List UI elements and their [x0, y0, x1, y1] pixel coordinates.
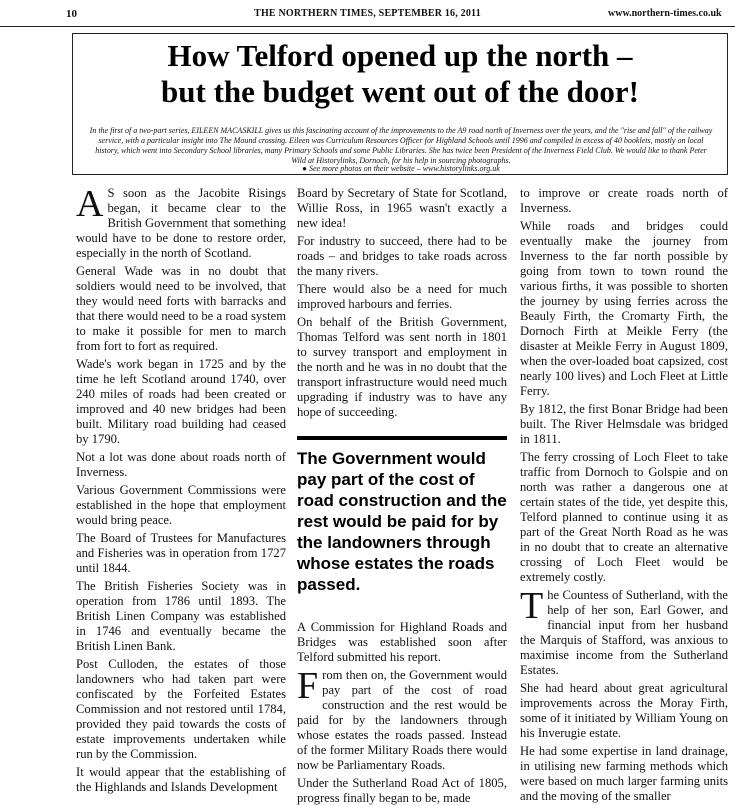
paragraph [520, 585, 728, 678]
pull-quote-box [297, 432, 507, 612]
drop-cap: T [520, 585, 544, 627]
paragraph: He had some expertise in land drainage, in utilising new farming methods which were based on much larger farming units and the moving of the smaller [520, 744, 728, 803]
column-2 [297, 186, 507, 805]
paragraph: She had heard about great agricultural improvements across the Moray Firth, some of it initiated by William Young on his Inverugie estate. [520, 681, 728, 740]
pull-quote: The Government would pay part of the cost of road construction and the rest would be paid for by the landowners through whose estates the roads passed. [297, 449, 507, 594]
drop-cap: A [76, 183, 104, 225]
paragraph: By 1812, the first Bonar Bridge had been built. The River Helmsdale was bridged in 1811. [520, 402, 728, 446]
standfirst: In the first of a two-part series, EILEEN MACASKILL gives us this fascinating account of the improvements to the A9 road north of Inverness over the years, and the "rise and fall" of the railway service, with a particular insight into The Mound crossing. Eileen was Curriculum Resources Officer for Highland Schools until 1996 and compiled in excess of 40 booklets, mostly on local history, which went into Secondary School libraries, many Primary Schools and some Public Libraries. She has twice been President of the Inverness Field Club. We would like to thank Peter Wild at Historylinks, Dornoch, for his help in sourcing photographs. [89, 126, 713, 165]
column-1 [76, 183, 286, 794]
paragraph: Not a lot was done about roads north of Inverness. [76, 450, 286, 479]
paragraph: Post Culloden, the estates of those landowners who had taken part were confiscated by the Forfeited Estates Commission and not restored until 1784, provided they paid towards the costs of estate improvements undertaken while run by the Commission. [76, 657, 286, 761]
paragraph: Board by Secretary of State for Scotland, Willie Ross, in 1965 wasn't exactly a new idea! [297, 186, 507, 230]
paragraph: A Commission for Highland Roads and Bridges was established soon after Telford submitted his report. [297, 620, 507, 664]
paragraph: It would appear that the establishing of the Highlands and Islands Development [76, 765, 286, 794]
paragraph-text: he Countess of Sutherland, with the help of her son, Earl Gower, and financial input from her husband the Marquis of Stafford, was anxious to maximise income from the Sutherland Estates. [520, 588, 728, 677]
paragraph: Various Government Commissions were established in the hope that employment would bring peace. [76, 483, 286, 527]
paragraph [297, 665, 507, 773]
headline-box [72, 33, 728, 175]
paragraph [76, 183, 286, 261]
website-link[interactable]: www.northern-times.co.uk [608, 8, 722, 19]
paragraph: While roads and bridges could eventually make the journey from Inverness to the far north possible by going from town to town round the various firths, it was possible to shorten the journey by using ferries across the Beauly Firth, the Cromarty Firth, the Dornoch Firth at Meikle Ferry (the disaster at Meikle Ferry in August 1809, when the over-loaded boat capsized, cost nearly 100 lives) and Loch Fleet at Little Ferry. [520, 219, 728, 398]
paragraph-text: S soon as the Jacobite Risings began, it became clear to the British Government that something would have to be done to restore order, especially in the north of Scotland. [76, 186, 286, 260]
paragraph-text: rom then on, the Government would pay part of the cost of road construction and the rest would be paid for by the landowners through whose estates the roads passed. Instead of the former Military Roads there would now be Parliamentary Roads. [297, 668, 507, 772]
page-header [0, 0, 735, 27]
paragraph: General Wade was in no doubt that soldiers would need to be involved, that they would need forts with barracks and that there would need to be a road system to make it possible for men to march from fort to fort as required. [76, 264, 286, 353]
paragraph: The Board of Trustees for Manufactures and Fisheries was in operation from 1727 until 1844. [76, 531, 286, 575]
pull-quote-rule [297, 436, 507, 440]
masthead: THE NORTHERN TIMES, SEPTEMBER 16, 2011 [254, 8, 481, 19]
paragraph: Wade's work began in 1725 and by the time he left Scotland around 1740, over 240 miles of roads had been created or improved and 40 new bridges had been built. Military road building had ceased by 1790. [76, 357, 286, 446]
paragraph: On behalf of the British Government, Thomas Telford was sent north in 1801 to survey transport and employment in the north and he was in no doubt that the transport infrastructure would need much upgrading if industry was to have any hope of succeeding. [297, 315, 507, 419]
article-body [72, 183, 728, 805]
paragraph: Under the Sutherland Road Act of 1805, progress finally began to be, made [297, 776, 507, 805]
headline [73, 38, 727, 110]
paragraph: For industry to succeed, there had to be roads – and bridges to take roads across the many rivers. [297, 234, 507, 278]
headline-line-1: How Telford opened up the north – [167, 38, 633, 73]
paragraph: There would also be a need for much improved harbours and ferries. [297, 282, 507, 311]
column-3 [520, 186, 728, 803]
drop-cap: F [297, 665, 319, 707]
paragraph: to improve or create roads north of Inverness. [520, 186, 728, 215]
photos-note: ● See more photos on their website – www.historylinks.org.uk [302, 164, 500, 173]
headline-line-2: but the budget went out of the door! [161, 74, 639, 109]
paragraph: The ferry crossing of Loch Fleet to take traffic from Dornoch to Golspie and on north was rather a dangerous one at certain states of the tide, yet despite this, Telford planned to continue using it as part of the Great North Road as he was in no doubt that to create an alternative crossing of Loch Fleet would be extremely costly. [520, 450, 728, 584]
page-number: 10 [66, 8, 77, 20]
paragraph: The British Fisheries Society was in operation from 1786 until 1893. The British Linen Company was established in 1746 and eventually became the British Linen Bank. [76, 579, 286, 653]
